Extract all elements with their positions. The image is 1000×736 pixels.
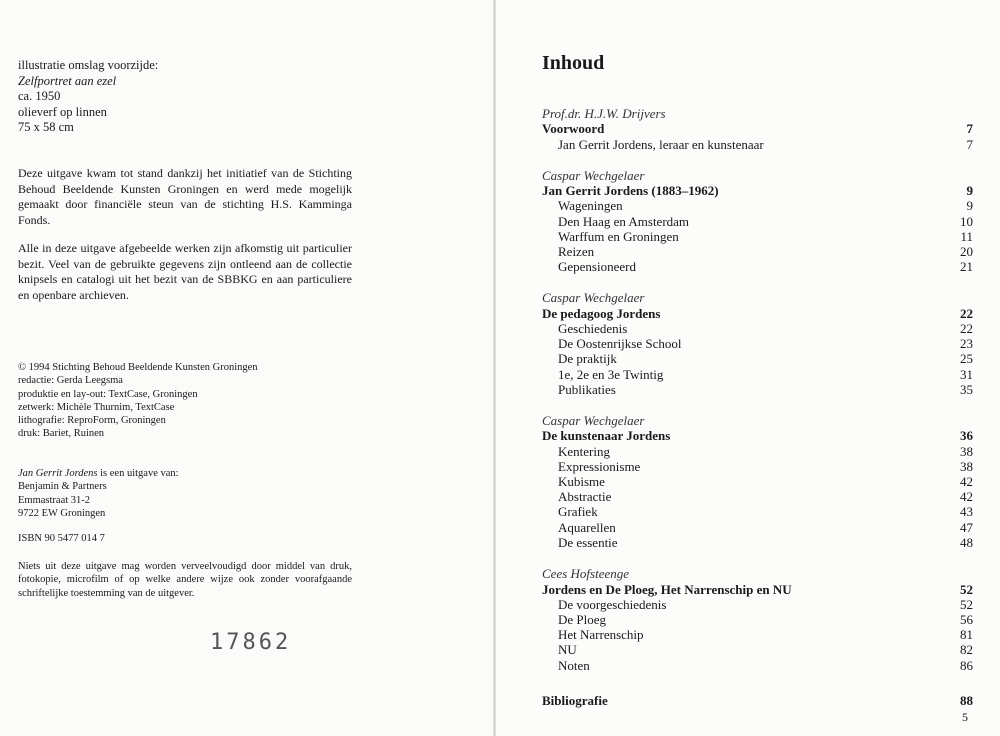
chapter-page-number: 52 [960, 581, 973, 597]
toc-subsection-row [542, 198, 973, 213]
section-author: Caspar Wechgelaer [542, 413, 645, 429]
isbn [18, 532, 105, 545]
subsection-page-number: 10 [960, 213, 973, 229]
page-number: 5 [962, 710, 968, 724]
subsection-title: Wageningen [558, 198, 623, 214]
subsection-title: Aquarellen [558, 519, 616, 535]
subsection-page-number: 52 [960, 596, 973, 612]
chapter-page-number: 7 [966, 121, 973, 137]
cover-caption-line: 75 x 58 cm [18, 120, 74, 134]
chapter-title: Jan Gerrit Jordens (1883–1962) [542, 183, 719, 199]
toc-section [542, 413, 973, 550]
credits-line: produktie en lay-out: TextCase, Groningen [18, 388, 198, 400]
chapter-page-number: 36 [960, 428, 973, 444]
bibliography-title: Bibliografie [542, 692, 608, 708]
subsection-title: Den Haag en Amsterdam [558, 213, 690, 229]
toc-subsection-row [542, 658, 973, 673]
subsection-page-number: 56 [960, 611, 973, 627]
publisher-line: Benjamin & Partners [18, 481, 107, 493]
subsection-title: Gepensioneerd [558, 259, 636, 275]
credits-block [18, 361, 258, 441]
section-author: Prof.dr. H.J.W. Drijvers [542, 106, 666, 121]
subsection-page-number: 42 [960, 489, 973, 505]
subsection-title: Abstractie [558, 489, 612, 505]
toc-subsection-row [542, 444, 973, 459]
subsection-page-number: 47 [960, 519, 973, 535]
subsection-page-number: 81 [960, 627, 973, 643]
toc-chapter-row [542, 582, 973, 597]
toc-subsection-row [542, 214, 973, 229]
subsection-title: De Ploeg [558, 611, 607, 627]
toc-subsection-row [542, 474, 973, 489]
cover-caption [18, 58, 158, 136]
toc-subsection-row [542, 504, 973, 519]
subsection-title: NU [558, 642, 577, 658]
publisher-block [18, 467, 179, 520]
subsection-page-number: 23 [960, 336, 973, 352]
toc-section [542, 290, 973, 397]
subsection-title: Reizen [558, 244, 595, 260]
toc-subsection-row [542, 351, 973, 366]
subsection-title: De Oostenrijkse School [558, 336, 682, 352]
publisher-line: 9722 EW Groningen [18, 507, 106, 519]
subsection-page-number: 21 [960, 259, 973, 275]
copyright-text: Niets uit deze uitgave mag worden verveelvoudigd door middel van druk, fotokopie, microfilm of op welke andere wijze ook zonder voorafgaande schriftelijke toestemming van de uitgever. [18, 561, 352, 599]
publisher-line: Emmastraat 31-2 [18, 494, 91, 506]
subsection-title: 1e, 2e en 3e Twintig [558, 366, 664, 382]
subsection-page-number: 9 [966, 198, 973, 214]
toc-subsection-row [542, 137, 973, 152]
toc-section [542, 168, 973, 275]
table-of-contents [542, 106, 973, 724]
subsection-title: Kubisme [558, 474, 605, 490]
left-page [0, 0, 494, 736]
acknowledgement-text: Deze uitgave kwam tot stand dankzij het initiatief van de Stichting Behoud Beeldende Kunsten Groningen en werd mede mogelijk gemaakt door financiële steun van de stichting H.S. Kamminga Fonds. [18, 166, 352, 227]
subsection-page-number: 38 [960, 458, 973, 474]
subsection-title: De praktijk [558, 351, 617, 367]
subsection-page-number: 31 [960, 366, 973, 382]
subsection-title: Het Narrenschip [558, 627, 644, 643]
credits-line: © 1994 Stichting Behoud Beeldende Kunsten Groningen [18, 362, 258, 373]
copyright-notice [18, 560, 352, 600]
toc-subsection-row [542, 229, 973, 244]
toc-chapter-row [542, 121, 973, 136]
subsection-title: Jan Gerrit Jordens, leraar en kunstenaar [558, 136, 764, 152]
subsection-page-number: 43 [960, 504, 973, 520]
toc-subsection-row [542, 382, 973, 397]
isbn-text: ISBN 90 5477 014 7 [18, 533, 105, 544]
toc-subsection-row [542, 520, 973, 535]
subsection-page-number: 25 [960, 351, 973, 367]
inventory-stamp: 17862 [210, 630, 292, 655]
chapter-title: De kunstenaar Jordens [542, 428, 671, 444]
collection-text: Alle in deze uitgave afgebeelde werken zijn afkomstig uit particulier bezit. Veel van de gebruikte gegevens zijn ontleend aan de collectie knipsels en catalogi uit het bezit van de SBBKG en aan particuliere en openbare archieven. [18, 241, 352, 302]
toc-subsection-row [542, 597, 973, 612]
toc-subsection-row [542, 612, 973, 627]
subsection-title: De essentie [558, 534, 618, 550]
credits-line: lithografie: ReproForm, Groningen [18, 415, 166, 427]
page-title: Inhoud [542, 52, 605, 74]
acknowledgement-paragraph [18, 166, 352, 228]
subsection-page-number: 22 [960, 321, 973, 337]
toc-subsection-row [542, 489, 973, 504]
credits-line: druk: Bariet, Ruinen [18, 428, 105, 440]
publisher-intro: is een uitgave van: [97, 468, 179, 479]
subsection-title: Publikaties [558, 381, 616, 397]
section-author: Cees Hofsteenge [542, 566, 630, 582]
subsection-page-number: 48 [960, 534, 973, 550]
toc-subsection-row [542, 459, 973, 474]
subsection-title: Kentering [558, 443, 610, 459]
cover-caption-line: illustratie omslag voorzijde: [18, 58, 159, 72]
subsection-title: Expressionisme [558, 458, 641, 474]
toc-subsection-row [542, 535, 973, 550]
toc-section [542, 106, 973, 152]
chapter-title: Jordens en De Ploeg, Het Narrenschip en NU [542, 581, 792, 597]
toc-subsection-row [542, 321, 973, 336]
toc-subsection-row [542, 367, 973, 382]
toc-chapter-row [542, 306, 973, 321]
book-title: Jan Gerrit Jordens [18, 468, 98, 479]
bibliography-page-number: 88 [960, 692, 973, 708]
chapter-title: De pedagoog Jordens [542, 305, 661, 321]
toc-chapter-row [542, 693, 973, 708]
toc-subsection-row [542, 642, 973, 657]
section-author: Caspar Wechgelaer [542, 290, 645, 306]
toc-subsection-row [542, 336, 973, 351]
subsection-title: Geschiedenis [558, 321, 628, 337]
section-author: Caspar Wechgelaer [542, 167, 645, 183]
toc-subsection-row [542, 244, 973, 259]
subsection-title: Grafiek [558, 504, 598, 520]
credits-line: redactie: Gerda Leegsma [18, 375, 123, 387]
chapter-page-number: 22 [960, 305, 973, 321]
toc-section [542, 566, 973, 673]
subsection-page-number: 82 [960, 642, 973, 658]
subsection-page-number: 38 [960, 443, 973, 459]
cover-caption-line: ca. 1950 [18, 89, 61, 103]
subsection-page-number: 86 [960, 657, 973, 673]
credits-line: zetwerk: Michèle Thurnim, TextCase [18, 401, 175, 413]
cover-caption-title: Zelfportret aan ezel [18, 73, 117, 88]
subsection-title: De voorgeschiedenis [558, 596, 667, 612]
collection-paragraph [18, 241, 352, 303]
toc-subsection-row [542, 259, 973, 274]
cover-caption-line: olieverf op linnen [18, 104, 107, 119]
toc-chapter-row [542, 428, 973, 443]
toc-bibliography [542, 693, 973, 708]
subsection-title: Noten [558, 657, 590, 673]
subsection-page-number: 42 [960, 474, 973, 490]
chapter-page-number: 9 [966, 183, 973, 199]
subsection-page-number: 20 [960, 244, 973, 260]
publisher-line [18, 467, 179, 480]
subsection-page-number: 11 [960, 228, 973, 244]
subsection-page-number: 7 [966, 136, 973, 152]
subsection-page-number: 35 [960, 381, 973, 397]
toc-subsection-row [542, 627, 973, 642]
toc-chapter-row [542, 183, 973, 198]
chapter-title: Voorwoord [542, 121, 605, 137]
subsection-title: Warffum en Groningen [558, 228, 679, 244]
